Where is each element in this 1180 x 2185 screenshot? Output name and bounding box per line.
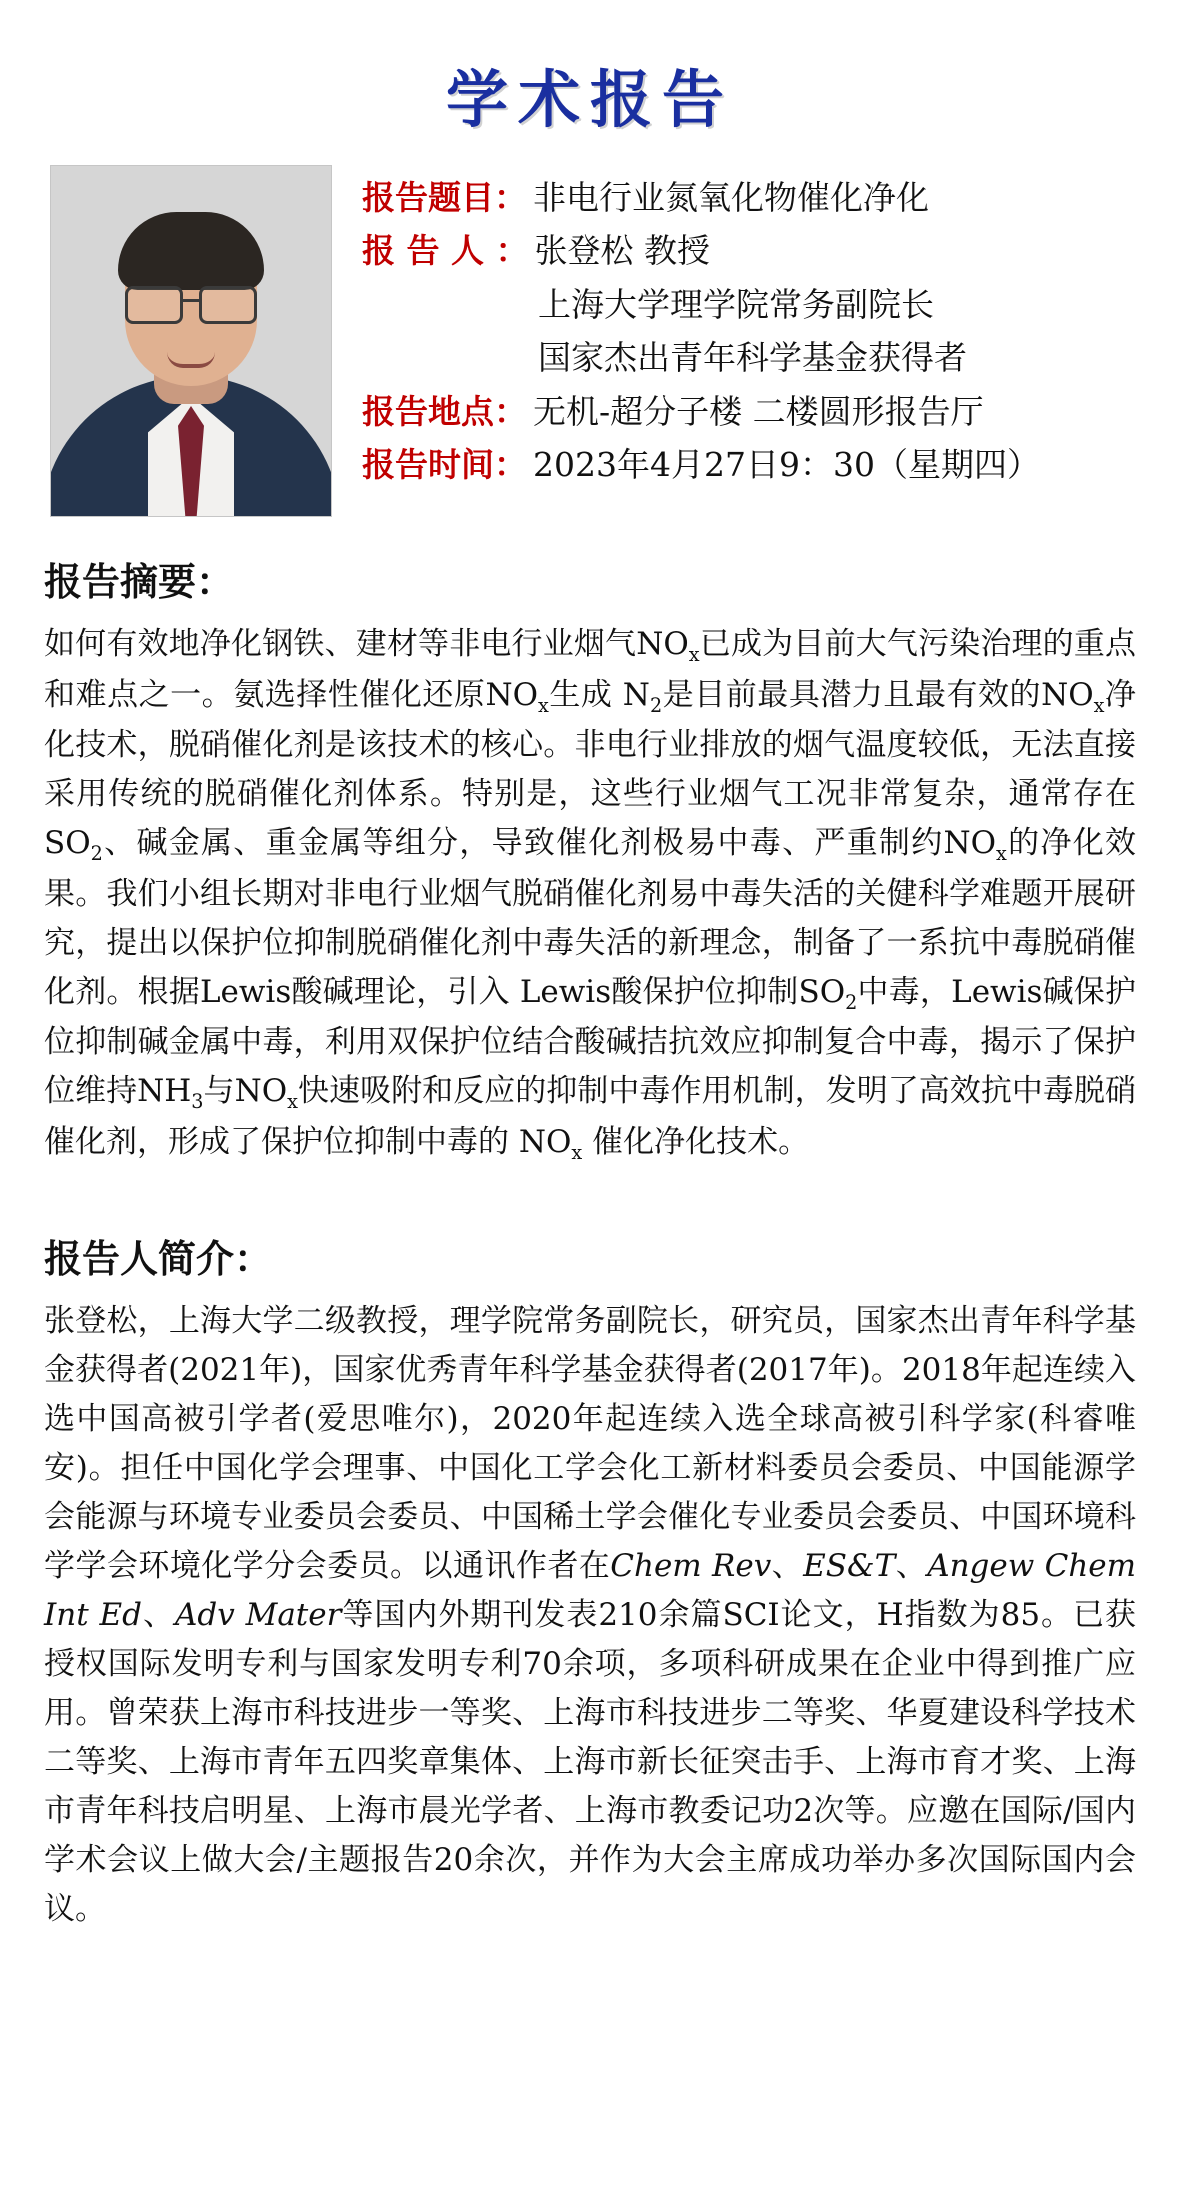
info-row-topic	[362, 171, 1140, 224]
header-block	[50, 165, 1140, 517]
abstract-text	[44, 620, 1136, 1168]
info-row-time	[362, 438, 1140, 491]
abstract-seg-4: 是目前最具潜力且最有效的NO	[662, 676, 1094, 713]
bio-text	[44, 1297, 1136, 1934]
journal-adv-mater: Adv Mater	[174, 1596, 342, 1633]
abstract-seg-11: 催化净化技术。	[582, 1123, 810, 1160]
abstract-seg-10: 快速吸附和反应的抑制中毒作用机制，发明了高效抗中毒脱硝催化剂，形成了保护位抑制中毒的 NO	[44, 1073, 1136, 1160]
info-row-affiliation-1	[362, 278, 1140, 331]
journal-angew-chem-int-ed: Angew Chem Int Ed	[44, 1547, 1137, 1633]
abstract-sub-10: x	[571, 1140, 583, 1164]
page-title: 学术报告	[445, 63, 734, 136]
abstract-seg-7: 的净化效果。我们小组长期对非电行业烟气脱硝催化剂易中毒失活的关健科学难题开展研究，提出以保护位抑制脱硝催化剂中毒失活的新理念，制备了一系抗中毒脱硝催化剂。根据Lewis酸碱理论，引入 Lewis酸保护位抑制SO	[44, 825, 1137, 1010]
abstract-sub-7: 2	[845, 990, 858, 1014]
abstract-heading: 报告摘要：	[44, 560, 235, 604]
time-label: 报告时间：	[362, 445, 527, 485]
abstract-seg-6: 、碱金属、重金属等组分，导致催化剂极易中毒、严重制约NO	[102, 825, 997, 862]
bio-seg-2: 等国内外期刊发表210余篇SCI论文，H指数为85。已获授权国际发明专利与国家发明专利70余项，多项科研成果在企业中得到推广应用。曾荣获上海市科技进步一等奖、上海市科技进步二等奖、华夏建设科学技术二等奖、上海市青年五四奖章集体、上海市新长征突击手、上海市育才奖、上海市青年科技启明星、上海市晨光学者、上海市教委记功2次等。应邀在国际/国内学术会议上做大会/主题报告20余次，并作为大会主席成功举办多次国际国内会议。	[44, 1596, 1137, 1927]
glasses-icon	[121, 286, 261, 320]
info-row-speaker	[362, 224, 1140, 277]
abstract-seg-9: 与NO	[203, 1073, 288, 1110]
abstract-sub-5: 2	[90, 842, 103, 866]
journal-est: ES&T	[803, 1547, 896, 1584]
time-value: 2023年4月27日9：30（星期四）	[533, 445, 1040, 485]
abstract-sub-4: x	[1093, 693, 1105, 717]
place-label: 报告地点：	[362, 391, 527, 431]
abstract-seg-8: 中毒，Lewis碱保护位抑制碱金属中毒，利用双保护位结合酸碱拮抗效应抑制复合中毒，揭示了保护位维持NH	[44, 973, 1136, 1110]
info-row-affiliation-2	[362, 331, 1140, 384]
topic-label: 报告题目：	[362, 178, 527, 217]
info-row-place	[362, 385, 1140, 438]
bio-sep-1: 、	[771, 1547, 804, 1584]
abstract-sub-9: x	[287, 1090, 298, 1114]
journal-chem-rev: Chem Rev	[610, 1547, 772, 1584]
abstract-sub-1: x	[688, 643, 700, 667]
bio-seg-1: 张登松，上海大学二级教授，理学院常务副院长，研究员，国家杰出青年科学基金获得者(2021年)，国家优秀青年科学基金获得者(2017年)。2018年起连续入选中国高被引学者(爱思唯尔)，2020年起连续入选全球高被引科学家(科睿唯安)。担任中国化学会理事、中国化工学会化工新材料委员会委员、中国能源学会能源与环境专业委员会委员、中国稀土学会催化专业委员会委员、中国环境科学学会环境化学分会委员。以通讯作者在	[44, 1303, 1136, 1584]
abstract-seg-3: 生成 N	[548, 676, 650, 713]
bio-sep-3: 、	[142, 1596, 175, 1633]
abstract-seg-2: 已成为目前大气污染治理的重点和难点之一。氨选择性催化还原NO	[44, 626, 1137, 713]
abstract-sub-6: x	[996, 842, 1007, 866]
bio-heading: 报告人简介：	[44, 1237, 273, 1282]
speaker-affiliation-1: 上海大学理学院常务副院长	[538, 284, 934, 324]
place-value: 无机-超分子楼 二楼圆形报告厅	[533, 391, 984, 431]
speaker-value: 张登松 教授	[534, 231, 710, 271]
abstract-sub-3: 2	[649, 693, 663, 717]
topic-value: 非电行业氮氧化物催化净化	[533, 178, 929, 217]
talk-info	[362, 165, 1140, 492]
bio-sep-2: 、	[895, 1547, 928, 1584]
speaker-affiliation-2: 国家杰出青年科学基金获得者	[538, 338, 967, 378]
speaker-photo	[50, 165, 332, 517]
abstract-sub-2: x	[537, 693, 549, 717]
abstract-sub-8: 3	[191, 1090, 204, 1114]
abstract-seg-5: 净化技术，脱硝催化剂是该技术的核心。非电行业排放的烟气温度较低，无法直接采用传统的脱硝催化剂体系。特别是，这些行业烟气工况非常复杂，通常存在SO	[44, 676, 1136, 862]
speaker-label: 报 告 人 ：	[362, 231, 529, 271]
abstract-seg-1: 如何有效地净化钢铁、建材等非电行业烟气NO	[44, 626, 689, 662]
